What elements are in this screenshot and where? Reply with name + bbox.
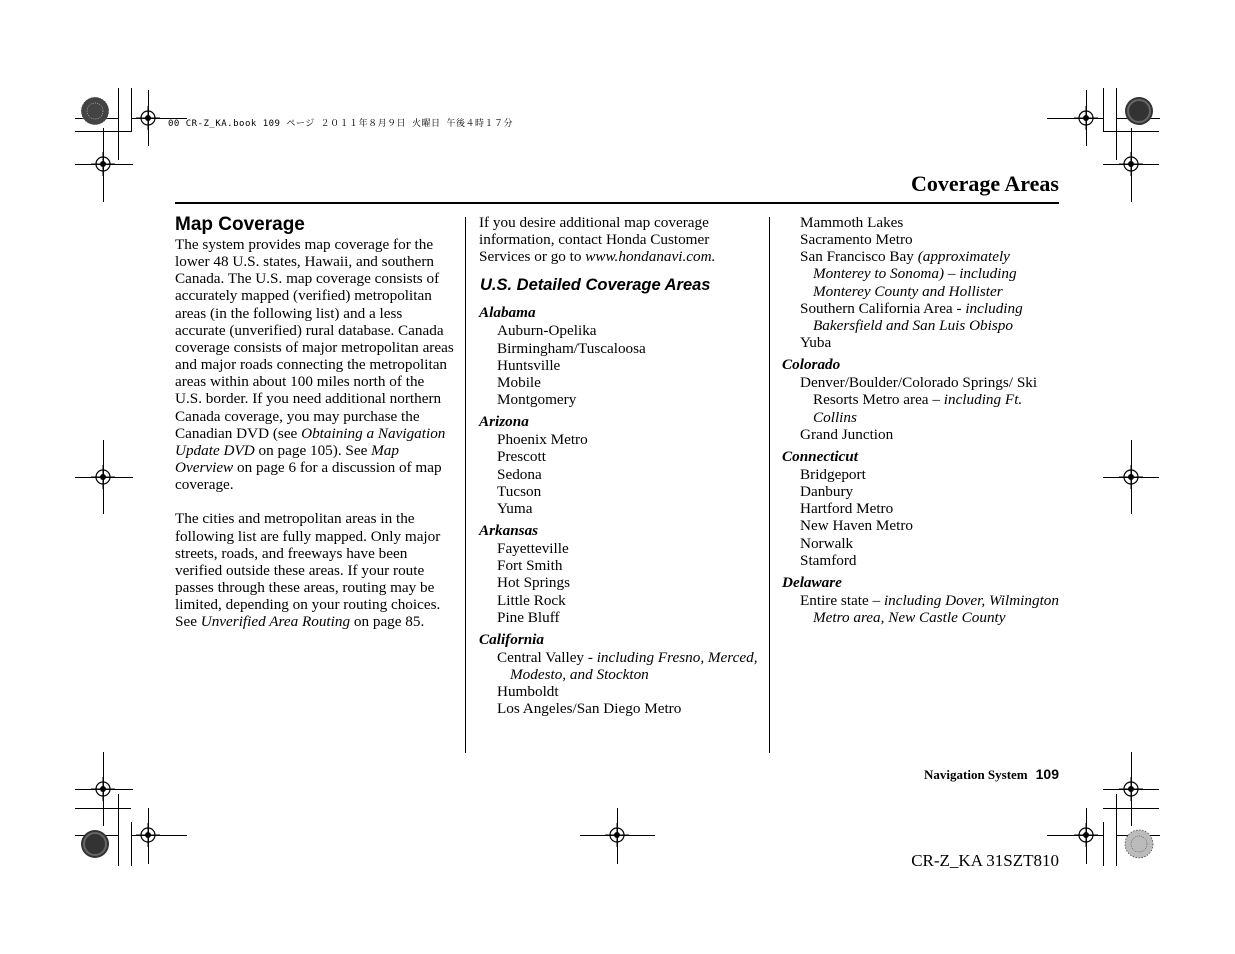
state-heading-alabama: Alabama (479, 304, 536, 322)
paragraph-text: The system provides map coverage for the lower 48 U.S. states, Hawaii, and southern Canada. The U.S. map coverage consists of accurately mapped (verified) metropolitan areas (in the following list) and a less accurate (unverified) rural database. Canada coverage consists of major metropolitan areas and major roads connecting the metropolitan areas within about 100 miles north of the U.S. border. If you need additional northern Canada coverage, you may purchase the Canadian DVD (see (175, 236, 454, 442)
footer-nav-label (924, 766, 1059, 783)
registration-target-icon (91, 152, 115, 176)
list-item: Hot Springs (497, 574, 570, 592)
city-list-california (479, 649, 761, 718)
book-meta-line: 00 CR-Z_KA.book 109 ページ ２０１１年８月９日 火曜日 午後４時１７分 (168, 119, 513, 129)
xref-unverified-area-routing: Unverified Area Routing (200, 613, 351, 631)
list-item: Auburn-Opelika (497, 322, 597, 340)
xref-map-overview: Map Overview (175, 441, 399, 477)
city-list-delaware (782, 592, 1064, 626)
state-heading-arizona: Arizona (479, 413, 529, 431)
list-item: Danbury (800, 483, 854, 501)
registration-target-icon (1119, 465, 1143, 489)
list-item: Mobile (497, 373, 541, 391)
list-item: Mammoth Lakes (800, 214, 904, 231)
page-title: Coverage Areas (910, 171, 1059, 196)
header-rule (175, 202, 1059, 204)
city-list-arkansas (479, 540, 761, 626)
list-item: Humboldt (497, 683, 559, 701)
city-list-arizona (479, 431, 761, 517)
map-coverage-heading: Map Coverage (175, 214, 305, 235)
list-item: Tucson (497, 482, 542, 500)
list-item: Phoenix Metro (497, 431, 588, 449)
paragraph-text: on page 105). See (254, 441, 372, 459)
column-divider (769, 217, 770, 753)
list-item: Birmingham/Tuscaloosa (497, 339, 646, 357)
list-item: Montgomery (497, 391, 577, 409)
list-item: Sacramento Metro (800, 231, 913, 249)
registration-target-icon (1119, 777, 1143, 801)
registration-target-icon (91, 777, 115, 801)
column-detailed-1 (479, 214, 761, 717)
list-item: Prescott (497, 448, 546, 466)
list-item (782, 592, 1064, 626)
state-heading-california: California (479, 630, 544, 648)
list-item (782, 300, 1064, 334)
list-item: Little Rock (497, 591, 566, 609)
list-item: Pine Bluff (497, 608, 560, 626)
print-fan-mark-icon (1123, 95, 1155, 127)
list-item: Sedona (497, 465, 542, 483)
registration-target-icon (605, 823, 629, 847)
registration-target-icon (1074, 823, 1098, 847)
list-item: Fayetteville (497, 540, 569, 558)
list-item: Yuma (497, 499, 533, 517)
list-item: Hartford Metro (800, 500, 894, 518)
list-item (479, 649, 761, 683)
print-fan-mark-icon (79, 95, 111, 127)
contact-paragraph (479, 214, 761, 265)
column-map-coverage (175, 214, 455, 630)
city-note: including Bakersfield and San Luis Obispo (813, 299, 1023, 334)
list-item: Bridgeport (800, 465, 866, 483)
list-item: Los Angeles/San Diego Metro (497, 700, 682, 718)
list-item: Grand Junction (800, 425, 894, 443)
city-note: including Ft. Collins (813, 391, 1023, 426)
list-item: Fort Smith (497, 557, 563, 575)
registration-target-icon (136, 823, 160, 847)
list-item: Norwalk (800, 534, 854, 552)
city-name: Entire state – (800, 591, 884, 609)
state-heading-connecticut: Connecticut (782, 447, 858, 465)
paragraph-text: on page 6 for a discussion of map coverage. (175, 459, 442, 494)
list-item (782, 248, 1064, 299)
column-detailed-2 (782, 214, 1064, 626)
print-fan-mark-icon (79, 828, 111, 860)
registration-target-icon (91, 465, 115, 489)
city-list-colorado (782, 374, 1064, 443)
page-number: 109 (1035, 766, 1059, 782)
state-heading-delaware: Delaware (782, 573, 842, 591)
paragraph-text: If you desire additional map coverage information, contact Honda Customer Services or go to (479, 214, 710, 266)
city-note: (approximately Monterey to Sonoma) – including Monterey County and Hollister (813, 248, 1017, 300)
registration-target-icon (1074, 106, 1098, 130)
footer-section-name: Navigation System (924, 767, 1028, 782)
city-list-connecticut (782, 466, 1064, 569)
city-list-california-cont (782, 214, 1064, 351)
list-item (782, 374, 1064, 425)
fully-mapped-paragraph (175, 510, 455, 630)
xref-obtaining-dvd: Obtaining a Navigation Update DVD (175, 424, 446, 459)
city-name: Southern California Area - (800, 299, 966, 317)
city-list-alabama (479, 322, 761, 408)
list-item: Stamford (800, 551, 857, 569)
city-note: including Fresno, Merced, Modesto, and Stockton (510, 648, 758, 683)
print-fan-mark-icon (1123, 828, 1155, 860)
document-code: CR-Z_KA 31SZT810 (911, 851, 1059, 870)
city-name: Central Valley - (497, 648, 597, 666)
registration-target-icon (1119, 152, 1143, 176)
list-item: New Haven Metro (800, 517, 914, 535)
list-item: Huntsville (497, 356, 561, 374)
website-link[interactable]: www.hondanavi.com. (585, 248, 716, 266)
paragraph-text: on page 85. (350, 613, 425, 631)
column-divider (465, 217, 466, 753)
paragraph-text: The cities and metropolitan areas in the following list are fully mapped. Only major streets, roads, and freeways have been verified outside these areas. If your route passes through these areas, routing may be limited, depending on your routing choices. See (175, 510, 441, 631)
city-note: including Dover, Wilmington Metro area, New Castle County (813, 591, 1059, 626)
city-name: San Francisco Bay (800, 248, 918, 266)
city-name: Denver/Boulder/Colorado Springs/ Ski Resorts Metro area – (800, 374, 1038, 409)
registration-target-icon (136, 106, 160, 130)
list-item: Yuba (800, 334, 832, 352)
state-heading-arkansas: Arkansas (479, 522, 539, 540)
detailed-coverage-heading: U.S. Detailed Coverage Areas (480, 276, 711, 295)
state-heading-colorado: Colorado (782, 356, 841, 374)
map-coverage-paragraph (175, 236, 455, 493)
